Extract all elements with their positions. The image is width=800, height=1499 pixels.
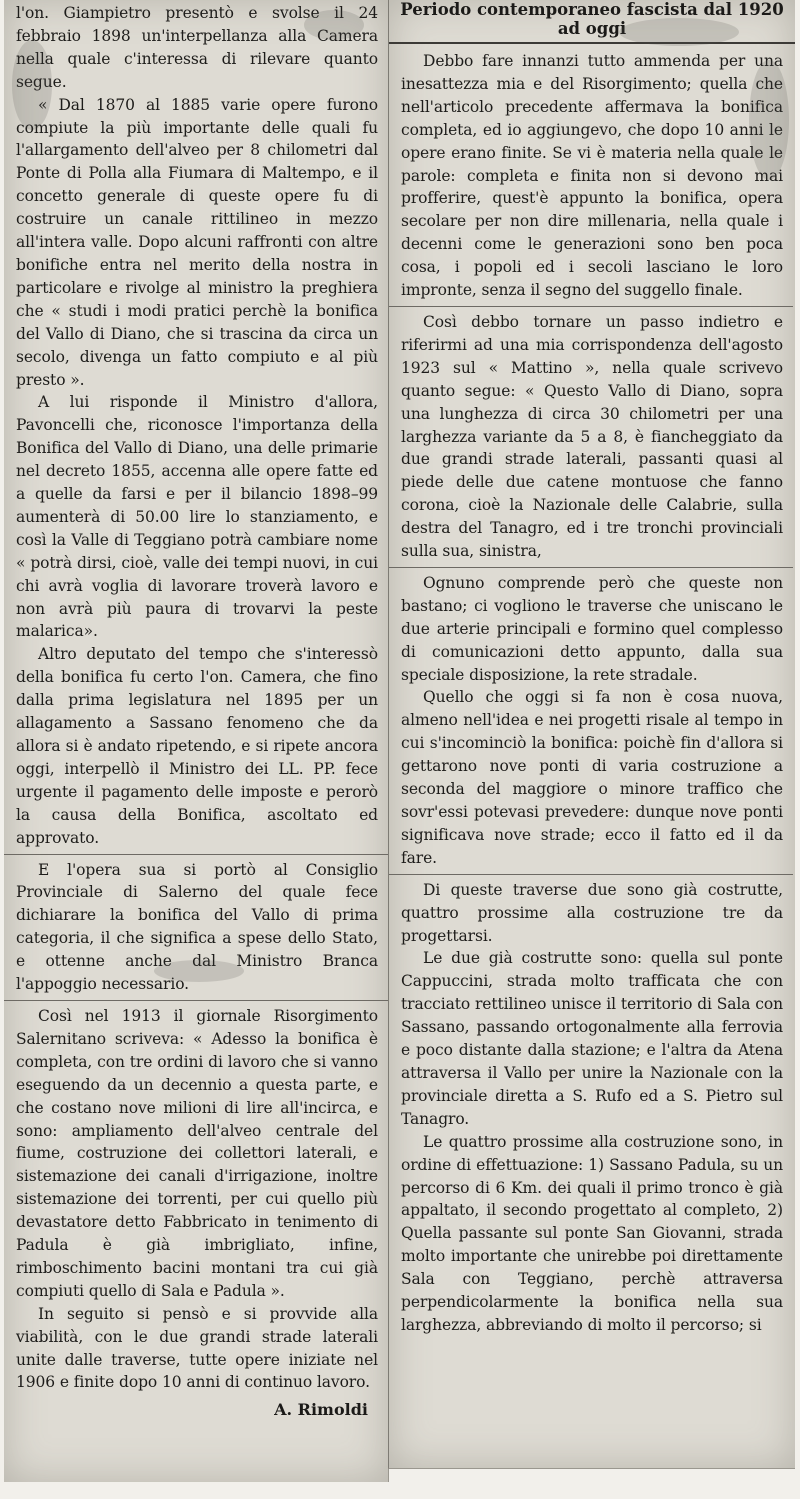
column-divider <box>389 874 793 875</box>
column-divider <box>4 1000 388 1001</box>
right-paragraph-2: Così debbo tornare un passo indietro e riferirmi ad una mia corrispondenza dell'agosto 1923 sul « Mattino », nella quale scrivevo quanto segue: « Questo Vallo di Diano, sopra una lunghezza di circa 30 chilometri per una larghezza variante da 5 a 8, è fiancheggiato da due grandi strade laterali, passanti quasi al piede delle due catene montuose che fanno corona, cioè la Nazionale delle Calabrie, sulla destra del Tanagro, ed i tre tronchi provinciali sulla sua, sinistra, <box>401 312 783 561</box>
left-clipping <box>4 0 389 1482</box>
left-paragraph-6: Così nel 1913 il giornale Risorgimento Salernitano scriveva: « Adesso la bonifica è completa, con tre ordini di lavoro che si vanno eseguendo da un decennio a questa parte, e che costano nove milioni di lire all'incirca, e sono: ampliamento dell'alveo centrale del fiume, costruzione dei collettori laterali, e sistemazione dei canali d'irrigazione, inoltre sistemazione dei torrenti, per cui quello più devastatore detto Fabbricato in tenimento di Padula è già imbrigliato, infine, rimboschimento bacini montani tra cui già compiuti quello di Sala e Padula ». <box>16 1006 378 1300</box>
column-divider <box>389 567 793 568</box>
right-clipping <box>388 0 795 1469</box>
right-paragraph-7: Le quattro prossime alla costruzione sono, in ordine di effettuazione: 1) Sassano Padula, su un percorso di 6 Km. dei quali il primo tronco è già appaltato, il secondo progettato al completo, 2) Quella passante sul ponte San Giovanni, strada molto importante che unirebbe poi direttamente Sala con Teggiano, perchè attraversa perpendicolarmente la bonifica nella sua larghezza, abbreviando di molto il percorso; si <box>401 1132 783 1334</box>
author-signature: A. Rimoldi <box>274 1400 368 1420</box>
right-paragraph-5: Di queste traverse due sono già costrutte, quattro prossime alla costruzione tre da progettarsi. <box>401 880 783 945</box>
section-title: Periodo contemporaneo fascista dal 1920 ad oggi <box>389 0 795 44</box>
left-paragraph-7: In seguito si pensò e si provvide alla viabilità, con le due grandi strade laterali unite dalle traverse, tutte opere iniziate nel 1906 e finite dopo 10 anni di continuo lavoro. <box>16 1304 378 1392</box>
right-paragraph-6: Le due già costrutte sono: quella sul ponte Cappuccini, strada molto trafficata che con tracciato rettilineo unisce il territorio di Sala con Sassano, passando ortogonalmente alla ferrovia e poco distante dalla stazione; e l'altra da Atena attraversa il Vallo per unire la Nazionale con la provinciale diretta a S. Rufo ed a S. Pietro sul Tanagro. <box>401 949 783 1128</box>
left-paragraph-1: l'on. Giampietro presentò e svolse il 24 febbraio 1898 un'interpellanza alla Camera nella quale c'interessa di rilevare quanto segue. <box>16 4 378 91</box>
column-divider <box>389 306 793 307</box>
column-divider <box>4 854 388 855</box>
left-paragraph-4: Altro deputato del tempo che s'interessò della bonifica fu certo l'on. Camera, che fino dalla prima legislatura nel 1895 per un allagamento a Sassano fenomeno che da allora si è andato ripetendo, e si ripete ancora oggi, interpellò il Ministro dei LL. PP. fece urgente il pagamento delle imposte e perorò la causa della Bonifica, ascoltato ed approvato. <box>16 645 378 847</box>
right-column <box>389 0 795 1468</box>
right-paragraph-1: Debbo fare innanzi tutto ammenda per una inesattezza mia e del Risorgimento; quella che nell'articolo precedente affermava la bonifica completa, ed io aggiungevo, che dopo 10 anni le opere erano finite. Se vi è materia nella quale le parole: completa e finita non si devono mai profferire, quest'è appunto la bonifica, opera secolare per non dire millenaria, nella quale i decenni come le generazioni sono ben poca cosa, i popoli ed i secoli lasciano le loro impronte, senza il segno del suggello finale. <box>401 52 783 300</box>
left-paragraph-5: E l'opera sua si portò al Consiglio Provinciale di Salerno del quale fece dichiarare la bonifica del Vallo di prima categoria, il che significa a spese dello Stato, e ottenne anche dal Ministro Branca l'appoggio necessario. <box>16 860 378 994</box>
right-paragraph-3: Ognuno comprende però che queste non bastano; ci vogliono le traverse che uniscano le due arterie principali e formino quel complesso di comunicazioni detto appunto, dalla sua speciale disposizione, la rete stradale. <box>401 573 783 684</box>
right-paragraph-4: Quello che oggi si fa non è cosa nuova, almeno nell'idea e nei progetti risale al tempo in cui s'incominciò la bonifica: poichè fin d'allora si gettarono nove ponti di varia costruzione a seconda del maggiore o minore traffico che sovr'essi potevasi prevedere: dunque nove ponti significava nove strade; ecco il fatto ed il da fare. <box>401 688 783 867</box>
left-paragraph-3: A lui risponde il Ministro d'allora, Pavoncelli che, riconosce l'importanza della Bonifica del Vallo di Diano, una delle primarie nel decreto 1855, accenna alle opere fatte ed a quelle da farsi e per il bilancio 1898–99 aumenterà di 50.00 lire lo stanziamento, e così la Valle di Teggiano potrà cambiare nome « potrà dirsi, cioè, valle dei tempi nuovi, in cui chi avrà voglia di lavorare troverà lavoro e non avrà più paura di trovarvi la peste malarica». <box>16 393 378 641</box>
left-paragraph-2: « Dal 1870 al 1885 varie opere furono compiute la più importante delle quali fu l'allargamento dell'alveo per 8 chilometri dal Ponte di Polla alla Fiumara di Maltempo, e il concetto generale di queste opere fu di costruire un canale rittilineo in mezzo all'intera valle. Dopo alcuni raffronti con altre bonifiche entra nel merito della nostra in particolare e rivolge al ministro la preghiera che « studi i modi pratici perchè la bonifica del Vallo di Diano, che si trascina da circa un secolo, divenga un fatto compiuto e al più presto ». <box>16 95 378 389</box>
left-column <box>4 0 388 1482</box>
